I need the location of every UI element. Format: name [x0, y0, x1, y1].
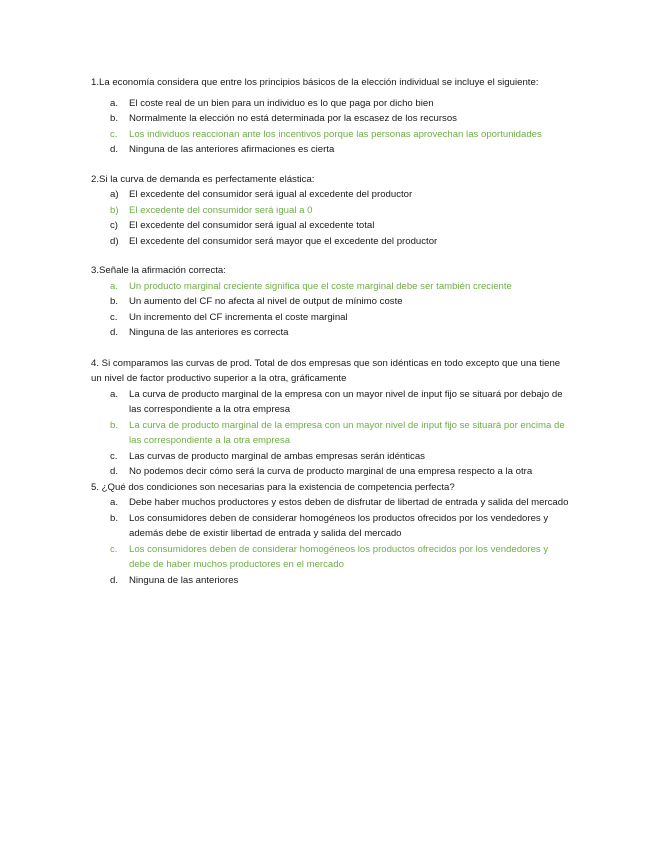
- question-3: [91, 263, 571, 341]
- option-c: [91, 310, 571, 326]
- question-1: [91, 75, 571, 158]
- option-b: [91, 511, 571, 542]
- option-text: Los individuos reaccionan ante los incentivos porque las personas aprovechan las oportunidades: [129, 128, 542, 140]
- option-text: Normalmente la elección no está determinada por la escasez de los recursos: [129, 113, 457, 124]
- option-marker: a.: [110, 280, 119, 292]
- option-d: [91, 142, 571, 158]
- option-text: Un aumento del CF no afecta al nivel de output de mínimo coste: [129, 296, 403, 307]
- option-b-correct: [91, 203, 571, 219]
- option-marker: b.: [110, 512, 119, 524]
- question-text: 1.La economía considera que entre los principios básicos de la elección individual se incluye el siguiente:: [91, 77, 539, 88]
- option-text: El excedente del consumidor será igual al excedente del productor: [129, 189, 413, 200]
- option-text: El excedente del consumidor será mayor que el excedente del productor: [129, 235, 438, 247]
- option-marker: d.: [110, 574, 119, 586]
- option-a: [91, 96, 571, 112]
- option-text: Un incremento del CF incrementa el coste marginal: [129, 311, 348, 323]
- option-marker: c): [110, 220, 118, 231]
- option-marker: d.: [110, 327, 119, 338]
- option-text: La curva de producto marginal de la empresa con un mayor nivel de input fijo se situará por encima de las correspondiente a la otra empresa: [129, 419, 565, 446]
- option-d: [91, 325, 571, 341]
- option-c-correct: [91, 127, 571, 143]
- option-marker: b): [110, 204, 119, 216]
- question-text: 4. Si comparamos las curvas de prod. Total de dos empresas que son idénticas en todo excepto que una tiene un nivel de factor productivo superior a la otra, gráficamente: [91, 357, 561, 384]
- option-text: Los consumidores deben de considerar homogéneos los productos ofrecidos por los vendedores y además debe de existir libertad de entrada y salida del mercado: [129, 512, 549, 539]
- option-a: [91, 187, 571, 203]
- options-list: [91, 279, 571, 341]
- question-4: [91, 356, 571, 480]
- options-list: [91, 187, 571, 249]
- option-d: [91, 573, 571, 589]
- option-marker: c.: [110, 128, 118, 140]
- options-list: [91, 96, 571, 158]
- option-b: [91, 294, 571, 310]
- question-2: [91, 172, 571, 250]
- option-marker: d): [110, 235, 119, 247]
- option-marker: a.: [110, 388, 119, 400]
- option-marker: d.: [110, 144, 119, 155]
- question-5: [91, 480, 571, 589]
- options-list: [91, 387, 571, 480]
- question-text: 5. ¿Qué dos condiciones son necesarias para la existencia de competencia perfecta?: [91, 481, 455, 493]
- question-text: 3.Señale la afirmación correcta:: [91, 265, 226, 276]
- option-a: [91, 495, 571, 511]
- option-text: Los consumidores deben de considerar homogéneos los productos ofrecidos por los vendedores y debe de haber muchos productores en el mercado: [129, 543, 549, 570]
- option-c: [91, 449, 571, 465]
- option-marker: b.: [110, 296, 119, 307]
- quiz-document: [91, 75, 571, 588]
- option-marker: b.: [110, 113, 119, 124]
- option-marker: c.: [110, 543, 118, 555]
- option-text: El excedente del consumidor será igual al excedente total: [129, 220, 375, 231]
- option-text: Debe haber muchos productores y estos deben de disfrutar de libertad de entrada y salida del mercado: [129, 497, 569, 508]
- options-list: [91, 495, 571, 588]
- option-marker: a.: [110, 97, 119, 109]
- option-marker: a): [110, 189, 119, 200]
- option-text: Ninguna de las anteriores: [129, 574, 239, 586]
- option-text: Un producto marginal creciente significa que el coste marginal debe ser también creciente: [129, 280, 512, 292]
- option-a-correct: [91, 279, 571, 295]
- option-marker: a.: [110, 497, 119, 508]
- option-c-correct: [91, 542, 571, 573]
- option-text: Las curvas de producto marginal de ambas empresas serán idénticas: [129, 450, 425, 462]
- option-d: [91, 234, 571, 250]
- option-text: El excedente del consumidor será igual a 0: [129, 204, 313, 216]
- option-text: Ninguna de las anteriores es correcta: [129, 327, 289, 338]
- option-text: Ninguna de las anteriores afirmaciones es cierta: [129, 144, 335, 155]
- option-text: No podemos decir cómo será la curva de producto marginal de una empresa respecto a la otra: [129, 466, 533, 477]
- option-text: El coste real de un bien para un individuo es lo que paga por dicho bien: [129, 97, 434, 109]
- option-b: [91, 111, 571, 127]
- question-text: 2.Si la curva de demanda es perfectamente elástica:: [91, 173, 315, 185]
- option-text: La curva de producto marginal de la empresa con un mayor nivel de input fijo se situará por debajo de las correspondiente a la otra empresa: [129, 388, 563, 415]
- option-marker: b.: [110, 419, 119, 431]
- option-d: [91, 464, 571, 480]
- option-marker: c.: [110, 450, 118, 462]
- option-marker: d.: [110, 466, 119, 477]
- option-marker: c.: [110, 311, 118, 323]
- option-b-correct: [91, 418, 571, 449]
- option-c: [91, 218, 571, 234]
- option-a: [91, 387, 571, 418]
